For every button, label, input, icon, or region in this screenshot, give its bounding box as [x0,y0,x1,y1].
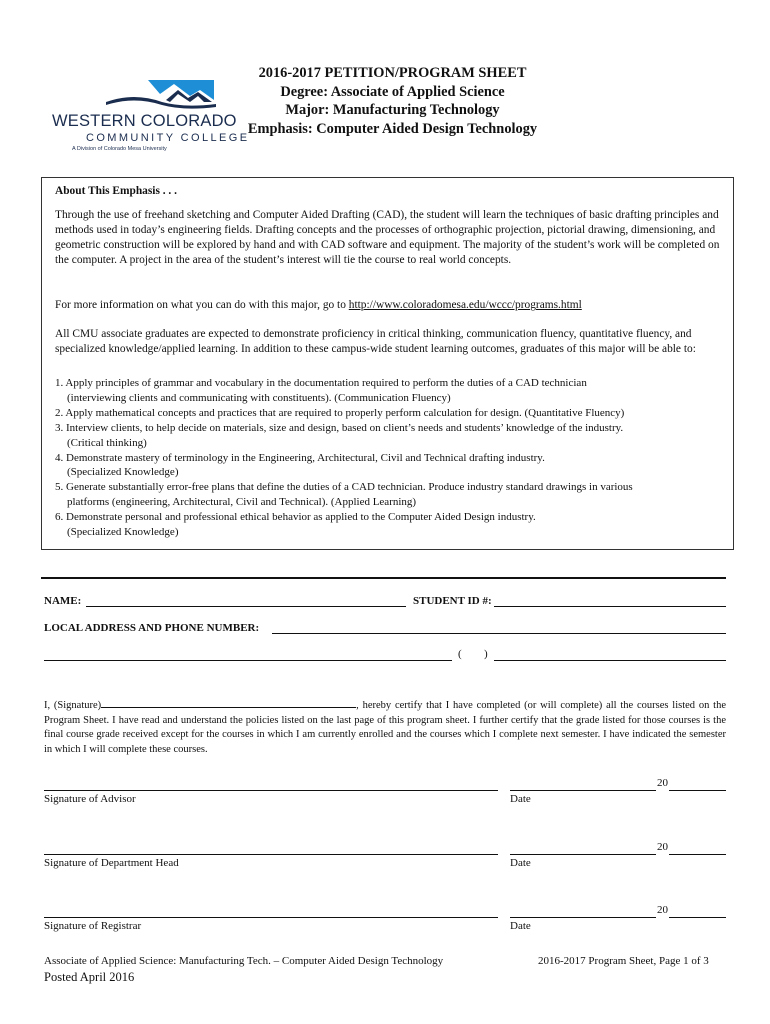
registrar-signature-field[interactable] [44,917,498,918]
outcomes-list [55,376,728,540]
programs-link[interactable]: http://www.coloradomesa.edu/wccc/programs.html [348,299,582,312]
document-header [230,64,555,138]
name-field[interactable] [86,606,406,607]
dept-head-year-field[interactable] [669,854,726,855]
list-item [55,510,728,540]
outcome-line: (Critical thinking) [67,436,147,449]
about-body: Through the use of freehand sketching and Computer Aided Drafting (CAD), the student will learn the techniques of basic drafting principles and methods used in today’s engineering fields. Drafting concepts and the processes of orthographic projection, pictorial drawing, dimensioning, and geometric construction will be explored by hand and with CAD software and equipment. The majority of the student’s work will be completed on the computer. A project in the area of the student’s interest will tie the course to real world concepts. [55,209,720,267]
address-field[interactable] [272,633,726,634]
signature-blank[interactable] [101,698,356,708]
registrar-date-field[interactable] [510,917,656,918]
registrar-year-prefix: 20 [657,904,668,916]
outcome-line: 2. Apply mathematical concepts and practices that are required to properly perform calculation for design. (Quantitative Fluency) [55,406,625,419]
advisor-signature-label: Signature of Advisor [44,793,136,805]
registrar-year-field[interactable] [669,917,726,918]
list-item [55,406,728,421]
phone-close-paren: ) [484,648,488,660]
advisor-date-label: Date [510,793,531,805]
degree-line: Degree: Associate of Applied Science [280,83,505,100]
outcome-line: (Specialized Knowledge) [67,466,179,479]
emphasis-line: Emphasis: Computer Aided Design Technology [247,120,538,137]
college-logo [52,78,250,156]
advisor-year-prefix: 20 [657,777,668,789]
dept-head-date-label: Date [510,857,531,869]
advisor-date-field[interactable] [510,790,656,791]
cmu-outcomes-intro: All CMU associate graduates are expected to demonstrate proficiency in critical thinking, communication fluency, quantitative fluency, and specialized knowledge/applied learning. In addition to these campus-wide student learning outcomes, graduates of this major will be able to: [55,328,696,356]
dept-head-year-prefix: 20 [657,841,668,853]
more-info [55,298,728,313]
outcome-line: 5. Generate substantially error-free plans that define the duties of a CAD technician. Produce industry standard drawings in various [55,481,633,494]
document-title: 2016-2017 PETITION/PROGRAM SHEET [258,65,527,81]
dept-head-signature-field[interactable] [44,854,498,855]
outcome-line: 6. Demonstrate personal and professional ethical behavior as applied to the Computer Aided Design industry. [55,511,536,524]
mountain-logo-icon [104,78,224,110]
logo-tagline: A Division of Colorado Mesa University [72,146,167,152]
dept-head-date-field[interactable] [510,854,656,855]
advisor-year-field[interactable] [669,790,726,791]
list-item [55,376,728,406]
logo-name-line2: COMMUNITY COLLEGE [86,132,250,144]
cert-prefix: I, (Signature) [44,700,102,711]
footer-page-number: 2016-2017 Program Sheet, Page 1 of 3 [538,955,709,967]
phone-open-paren: ( [458,648,462,660]
student-id-field[interactable] [494,606,726,607]
name-label: NAME: [44,595,82,607]
outcome-line: 1. Apply principles of grammar and vocabulary in the documentation required to perform the duties of a CAD technician [55,377,587,389]
about-heading: About This Emphasis . . . [55,185,177,197]
posted-date: Posted April 2016 [44,970,135,984]
registrar-signature-label: Signature of Registrar [44,920,142,932]
address-label: LOCAL ADDRESS AND PHONE NUMBER: [44,622,260,634]
certification-statement [44,698,726,757]
outcome-line: platforms (engineering, Architectural, Civil and Technical). (Applied Learning) [67,496,417,509]
outcome-line: (Specialized Knowledge) [67,526,179,539]
outcome-line: (interviewing clients and communicating with constituents). (Communication Fluency) [67,391,451,404]
phone-field[interactable] [494,660,726,661]
list-item [55,451,728,481]
list-item [55,421,728,451]
more-info-text: For more information on what you can do with this major, go to [55,299,349,312]
advisor-signature-field[interactable] [44,790,498,791]
footer-program-name: Associate of Applied Science: Manufacturing Tech. – Computer Aided Design Technology [44,955,444,967]
outcome-line: 3. Interview clients, to help decide on materials, size and design, based on client’s needs and students’ knowledge of the industry. [55,421,624,434]
list-item [55,480,728,510]
registrar-date-label: Date [510,920,531,932]
cert-text: , hereby certify that I have completed (or will complete) all the courses listed on the Program Sheet. I have read and understand the policies listed on the last page of this program sheet. I further certify that the grade listed for those courses is the final course grade received except for the courses in which I am currently enrolled and the courses which I complete next semester. I have indicated the semester in which I will complete these courses. [44,700,726,755]
outcome-line: 4. Demonstrate mastery of terminology in the Engineering, Architectural, Civil and Technical drafting industry. [55,451,545,464]
address-line2-field[interactable] [44,660,452,661]
logo-name-line1: WESTERN COLORADO [52,112,237,130]
dept-head-signature-label: Signature of Department Head [44,857,179,869]
major-line: Major: Manufacturing Technology [285,102,500,118]
student-id-label: STUDENT ID #: [413,595,492,607]
section-divider [41,577,726,579]
